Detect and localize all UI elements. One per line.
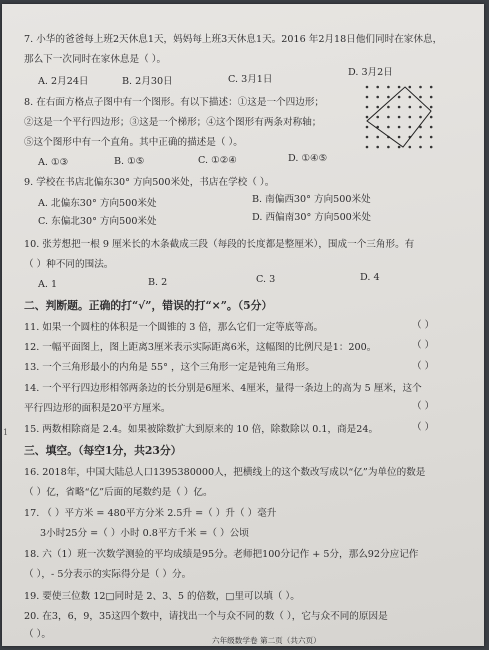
q9-option-a: A. 北偏东30° 方向500米处 — [38, 198, 157, 209]
grid-dot — [387, 146, 390, 149]
q14-line1: 14. 一个平行四边形相邻两条边的长分别是6厘米、4厘米，量得一条边上的高为 5 厘米，这个 — [24, 383, 422, 394]
q11-answer-paren: （ ） — [412, 320, 435, 331]
q10-option-a: A. 1 — [38, 279, 58, 290]
exam-page — [2, 4, 484, 646]
q9-line1: 9. 学校在书店北偏东30° 方向500米处，书店在学校（ ）。 — [24, 177, 275, 188]
grid-dot — [398, 86, 401, 89]
grid-dot — [430, 136, 433, 139]
q14-line2: 平行四边形的面积是20平方厘米。 — [24, 403, 171, 414]
grid-dot — [366, 86, 369, 89]
q17-line1: 17. （ ）平方米 = 480平方分米 2.5升 =（ ）升（ ）毫升 — [24, 508, 277, 519]
q14-answer-paren: （ ） — [412, 401, 435, 412]
grid-dot — [398, 106, 401, 109]
grid-dot — [366, 106, 369, 109]
grid-dot — [419, 146, 422, 149]
q17-line2: 3小时25分 =（ ）小时 0.8平方千米 =（ ）公顷 — [40, 528, 249, 539]
q7-option-c: C. 3月1日 — [228, 74, 273, 85]
q8-line1: 8. 在右面方格点子图中有一个图形。有以下描述：①这是一个四边形； — [24, 97, 325, 108]
grid-dot — [419, 136, 422, 139]
grid-dot — [376, 136, 379, 139]
grid-dot — [430, 116, 433, 119]
grid-dot — [376, 106, 379, 109]
q10-option-b: B. 2 — [148, 277, 168, 288]
grid-dot — [398, 96, 401, 99]
grid-dot — [376, 86, 379, 89]
grid-dot — [409, 86, 412, 89]
grid-dot — [366, 126, 369, 129]
grid-dot — [387, 106, 390, 109]
q8-option-b: B. ①⑤ — [114, 156, 145, 167]
q16-line1: 16. 2018年，中国大陆总人口1395380000人，把横线上的这个数改写成以“亿”为单位的数是 — [24, 467, 426, 478]
q8-option-d: D. ①④⑤ — [288, 153, 328, 164]
grid-dot — [409, 116, 412, 119]
grid-dot — [419, 116, 422, 119]
grid-dot — [387, 96, 390, 99]
side-mark: 1 — [3, 428, 9, 437]
grid-dot — [409, 96, 412, 99]
q7-option-d: D. 3月2日 — [348, 67, 393, 78]
q7-line1: 7. 小华的爸爸每上班2天休息1天，妈妈每上班3天休息1天。2016 年2月18日他们同时在家休息， — [24, 34, 443, 45]
q13-answer-paren: （ ） — [412, 361, 435, 372]
grid-dot — [387, 86, 390, 89]
q10-option-c: C. 3 — [256, 274, 276, 285]
grid-dot — [398, 146, 401, 149]
grid-dot — [419, 86, 422, 89]
q12-text: 12. 一幅平面图上，图上距离3厘米表示实际距离6米，这幅图的比例尺是1：200。 — [24, 342, 377, 353]
q9-option-b: B. 南偏西30° 方向500米处 — [252, 194, 371, 205]
q8-option-c: C. ①②④ — [198, 155, 237, 166]
grid-dot — [376, 96, 379, 99]
grid-dot — [409, 106, 412, 109]
q19-text: 19. 要使三位数 12□同时是 2、3、5 的倍数，□里可以填（ ）。 — [24, 591, 300, 602]
grid-dot — [376, 116, 379, 119]
section2-heading: 二、判断题。正确的打“√”，错误的打“×”。（5分） — [24, 299, 273, 312]
grid-dot — [398, 136, 401, 139]
grid-dot — [366, 116, 369, 119]
grid-dot — [430, 146, 433, 149]
grid-dot — [430, 86, 433, 89]
q13-text: 13. 一个三角形最小的内角是 55° ，这个三角形一定是钝角三角形。 — [24, 362, 315, 373]
q18-line1: 18. 六（1）班一次数学测验的平均成绩是95分。老师把100分记作 + 5分，那么92分应记作 — [24, 549, 419, 560]
q10-line2: （ ）种不同的围法。 — [24, 259, 114, 270]
q9-option-d: D. 西偏南30° 方向500米处 — [252, 212, 371, 223]
q10-line1: 10. 张芳想把一根 9 厘米长的木条截成三段（每段的长度都是整厘米），围成一个三角形。有 — [24, 239, 415, 250]
q7-option-a: A. 2月24日 — [38, 76, 89, 87]
q12-answer-paren: （ ） — [412, 340, 435, 351]
grid-dot — [366, 96, 369, 99]
grid-dot — [409, 126, 412, 129]
dot-grid-figure — [363, 83, 435, 155]
section3-heading: 三、填空。（每空1分，共23分） — [24, 444, 182, 457]
q11-text: 11. 如果一个圆柱的体积是一个圆锥的 3 倍，那么它们一定等底等高。 — [24, 322, 324, 333]
grid-dot — [409, 146, 412, 149]
q15-answer-paren: （ ） — [412, 422, 435, 433]
grid-dot — [387, 116, 390, 119]
q15-text: 15. 两数相除商是 2.4。如果被除数扩大到原来的 10 倍，除数除以 0.1，商是24。 — [24, 424, 379, 435]
q9-option-c: C. 东偏北30° 方向500米处 — [38, 216, 157, 227]
q10-option-d: D. 4 — [360, 272, 380, 283]
q16-line2: （ ）亿，省略“亿”后面的尾数约是（ ）亿。 — [24, 487, 213, 498]
page-footer: 六年级数学卷 第二页（共六页） — [212, 636, 321, 645]
grid-dot — [419, 106, 422, 109]
q8-option-a: A. ①③ — [38, 157, 69, 168]
grid-dot — [366, 136, 369, 139]
q18-line2: （ ），- 5分表示的实际得分是（ ）分。 — [24, 569, 192, 580]
q7-line2: 那么下一次同时在家休息是（ ）。 — [24, 54, 167, 65]
grid-dot — [376, 146, 379, 149]
grid-dot — [398, 116, 401, 119]
grid-dot — [366, 146, 369, 149]
grid-dot — [430, 126, 433, 129]
grid-dot — [430, 96, 433, 99]
grid-dot — [419, 96, 422, 99]
q8-line3: ⑤这个图形中有一个直角。其中正确的描述是（ ）。 — [24, 137, 243, 148]
q20-line2: （ ）。 — [24, 629, 52, 640]
q8-line2: ②这是一个平行四边形；③这是一个梯形；④这个图形有两条对称轴； — [24, 117, 322, 128]
grid-dot — [398, 126, 401, 129]
grid-dot — [387, 126, 390, 129]
q20-line1: 20. 在3，6，9，35这四个数中，请找出一个与众不同的数（ ），它与众不同的原因是 — [24, 611, 388, 622]
grid-dot — [430, 106, 433, 109]
q7-option-b: B. 2月30日 — [122, 76, 173, 87]
